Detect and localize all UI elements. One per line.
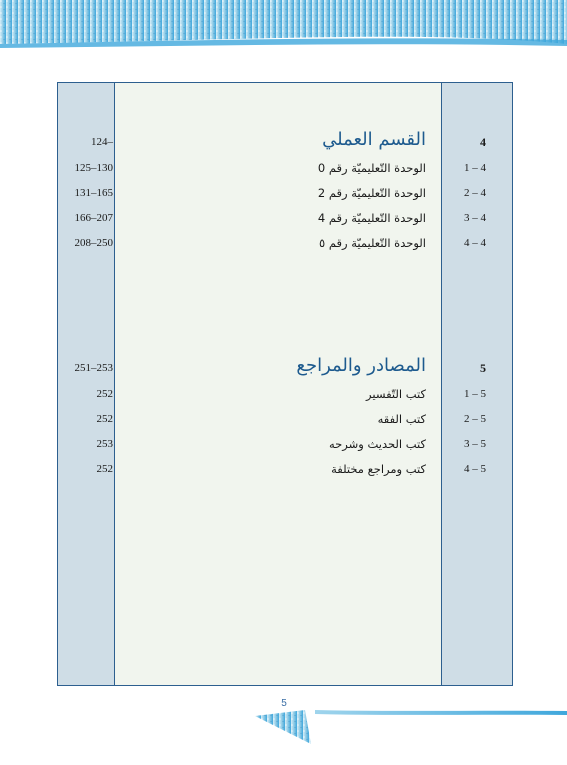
section-number: 4 — [480, 135, 486, 149]
toc-section-heading[interactable] — [58, 357, 514, 379]
entry-title: كتب ومراجع مختلفة — [331, 462, 426, 476]
entry-pages: 166–207 — [74, 212, 113, 224]
entry-pages: 131–165 — [74, 187, 113, 199]
entry-title: الوحدة التّعليميّة رقم 0 — [317, 161, 426, 175]
toc-entry[interactable] — [58, 207, 514, 229]
entry-number: 1 – 5 — [464, 388, 486, 400]
entry-number: 3 – 5 — [464, 438, 486, 450]
entry-title: الوحدة التّعليميّة رقم ٥ — [319, 236, 426, 250]
toc-entry[interactable] — [58, 232, 514, 254]
entry-title: الوحدة التّعليميّة رقم 4 — [317, 211, 426, 225]
bottom-decorative-banner — [255, 700, 567, 746]
toc-entry[interactable] — [58, 408, 514, 430]
entry-title: كتب الحديث وشرحه — [328, 437, 426, 451]
entry-title: الوحدة التّعليميّة رقم 2 — [317, 186, 426, 200]
entry-pages: 252 — [96, 413, 113, 425]
entry-pages: 253 — [96, 438, 113, 450]
entry-pages: 252 — [96, 463, 113, 475]
section-number: 5 — [480, 361, 486, 375]
page-number: 5 — [281, 698, 287, 709]
entry-number: 2 – 5 — [464, 413, 486, 425]
entry-number: 2 – 4 — [464, 187, 486, 199]
toc-entry[interactable] — [58, 157, 514, 179]
entry-number: 4 – 5 — [464, 463, 486, 475]
toc-entry[interactable] — [58, 383, 514, 405]
entry-title: كتب التّفسير — [366, 387, 426, 401]
entry-pages: 125–130 — [74, 162, 113, 174]
toc-entry[interactable] — [58, 458, 514, 480]
entry-pages: 252 — [96, 388, 113, 400]
toc-entry[interactable] — [58, 433, 514, 455]
top-decorative-banner — [0, 0, 567, 56]
entry-number: 3 – 4 — [464, 212, 486, 224]
section-title: المصادر والمراجع — [296, 355, 426, 376]
entry-pages: 208–250 — [74, 237, 113, 249]
toc-entry[interactable] — [58, 182, 514, 204]
toc-section-heading[interactable] — [58, 131, 514, 153]
section-title: القسم العملي — [322, 129, 426, 150]
entry-number: 1 – 4 — [464, 162, 486, 174]
entry-title: كتب الفقه — [377, 412, 426, 426]
section-pages: 124– — [91, 136, 113, 148]
table-of-contents-frame — [57, 82, 513, 686]
entry-number: 4 – 4 — [464, 237, 486, 249]
section-pages: 251–253 — [74, 362, 113, 374]
